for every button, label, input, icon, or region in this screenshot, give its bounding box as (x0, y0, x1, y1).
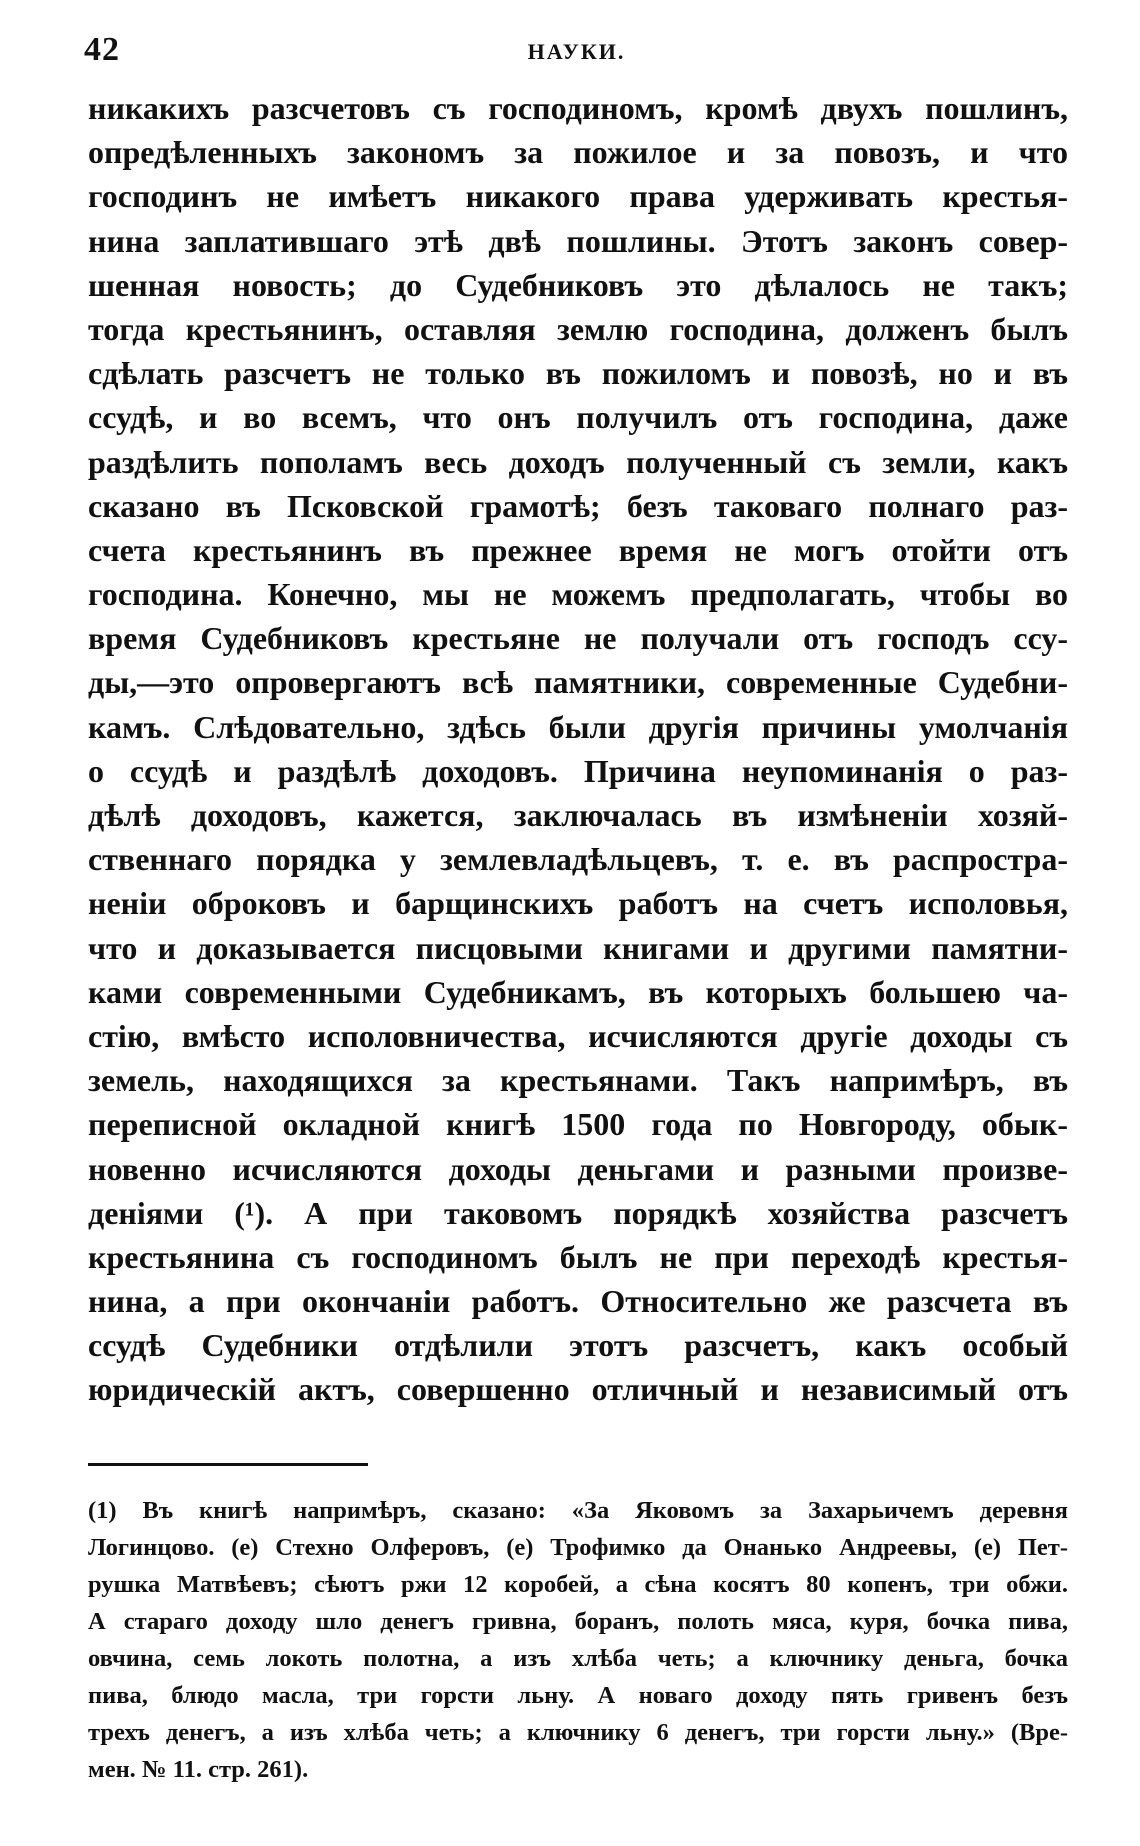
text-line: ственнаго порядка у землевладѣльцевъ, т. е. въ распростра- (88, 841, 1068, 878)
page-number: 42 (84, 31, 120, 68)
text-line: деніями (¹). А при таковомъ порядкѣ хозяйства разсчетъ (88, 1194, 1068, 1231)
footnote-line: рушка Матвѣевъ; сѣютъ ржи 12 коробей, а сѣна косятъ 80 копенъ, три обжи. (88, 1571, 1068, 1598)
text-line: ками современными Судебникамъ, въ которыхъ большею ча- (88, 973, 1068, 1010)
text-line: шенная новость; до Судебниковъ это дѣлалось не такъ; (88, 266, 1068, 303)
text-line: ссудѣ Судебники отдѣлили этотъ разсчетъ, какъ особый (88, 1327, 1068, 1364)
text-line: сдѣлать разсчетъ не только въ пожиломъ и повозѣ, но и въ (88, 355, 1068, 392)
text-line: тогда крестьянинъ, оставляя землю господина, долженъ былъ (88, 310, 1068, 347)
text-line: сказано въ Псковской грамотѣ; безъ таковаго полнаго раз- (88, 487, 1068, 524)
text-line: крестьянина съ господиномъ былъ не при переходѣ крестья- (88, 1238, 1068, 1275)
text-line: стію, вмѣсто исполовничества, исчисляются другіе доходы съ (88, 1017, 1068, 1054)
text-line: никакихъ разсчетовъ съ господиномъ, кромѣ двухъ пошлинъ, (88, 90, 1068, 126)
text-line: счета крестьянинъ въ прежнее время не могъ отойти отъ (88, 531, 1068, 568)
text-line: юридическій актъ, совершенно отличный и независимый отъ (88, 1371, 1068, 1408)
footnote-line: Логинцово. (е) Стехно Олферовъ, (е) Трофимко да Онанько Андреевы, (е) Пет- (88, 1534, 1068, 1561)
page-header (84, 28, 1069, 72)
text-line: новенно исчисляются доходы деньгами и разными произве- (88, 1150, 1068, 1187)
text-line: время Судебниковъ крестьяне не получали отъ господъ ссу- (88, 620, 1068, 657)
footnote (88, 1492, 1068, 1788)
text-line: нина заплатившаго этѣ двѣ пошлины. Этотъ законъ совер- (88, 222, 1068, 259)
text-line: господинъ не имѣетъ никакого права удерживать крестья- (88, 178, 1068, 215)
text-line: неніи оброковъ и барщинскихъ работъ на счетъ исполовья, (88, 885, 1068, 922)
footnote-line: пива, блюдо масла, три горсти льну. А новаго доходу пять гривенъ безъ (88, 1682, 1068, 1709)
text-line: ды,—это опровергаютъ всѣ памятники, современные Судебни- (88, 664, 1068, 701)
text-line: опредѣленныхъ закономъ за пожилое и за повозъ, и что (88, 134, 1068, 171)
text-line: что и доказывается писцовыми книгами и другими памятни- (88, 929, 1068, 966)
text-line: раздѣлить пополамъ весь доходъ полученный съ земли, какъ (88, 443, 1068, 480)
running-title: НАУКИ. (527, 39, 626, 64)
text-line: камъ. Слѣдовательно, здѣсь были другія причины умолчанія (88, 708, 1068, 745)
text-line: нина, а при окончаніи работъ. Относительно же разсчета въ (88, 1283, 1068, 1320)
text-line: дѣлѣ доходовъ, кажется, заключалась въ измѣненіи хозяй- (88, 797, 1068, 833)
footnote-line: А стараго доходу шло денегъ гривна, боранъ, полоть мяса, куря, бочка пива, (88, 1608, 1068, 1635)
text-line: господина. Конечно, мы не можемъ предполагать, чтобы во (88, 576, 1068, 613)
footnote-line: трехъ денегъ, а изъ хлѣба четь; а ключнику 6 денегъ, три горсти льну.» (Вре- (88, 1719, 1068, 1746)
footnote-line: (1) Въ книгѣ напримѣръ, сказано: «За Яковомъ за Захарьичемъ деревня (88, 1497, 1068, 1524)
footnote-line: мен. № 11. стр. 261). (88, 1756, 309, 1783)
text-line: ссудѣ, и во всемъ, что онъ получилъ отъ господина, даже (88, 399, 1068, 436)
text-line: о ссудѣ и раздѣлѣ доходовъ. Причина неупоминанія о раз- (88, 752, 1068, 789)
main-text (88, 86, 1068, 1412)
text-line: земель, находящихся за крестьянами. Такъ напримѣръ, въ (88, 1062, 1068, 1099)
footnote-divider (88, 1463, 368, 1466)
text-line: переписной окладной книгѣ 1500 года по Новгороду, обык- (88, 1106, 1068, 1143)
footnote-line: овчина, семь локоть полотна, а изъ хлѣба четь; а ключнику деньга, бочка (88, 1645, 1068, 1672)
